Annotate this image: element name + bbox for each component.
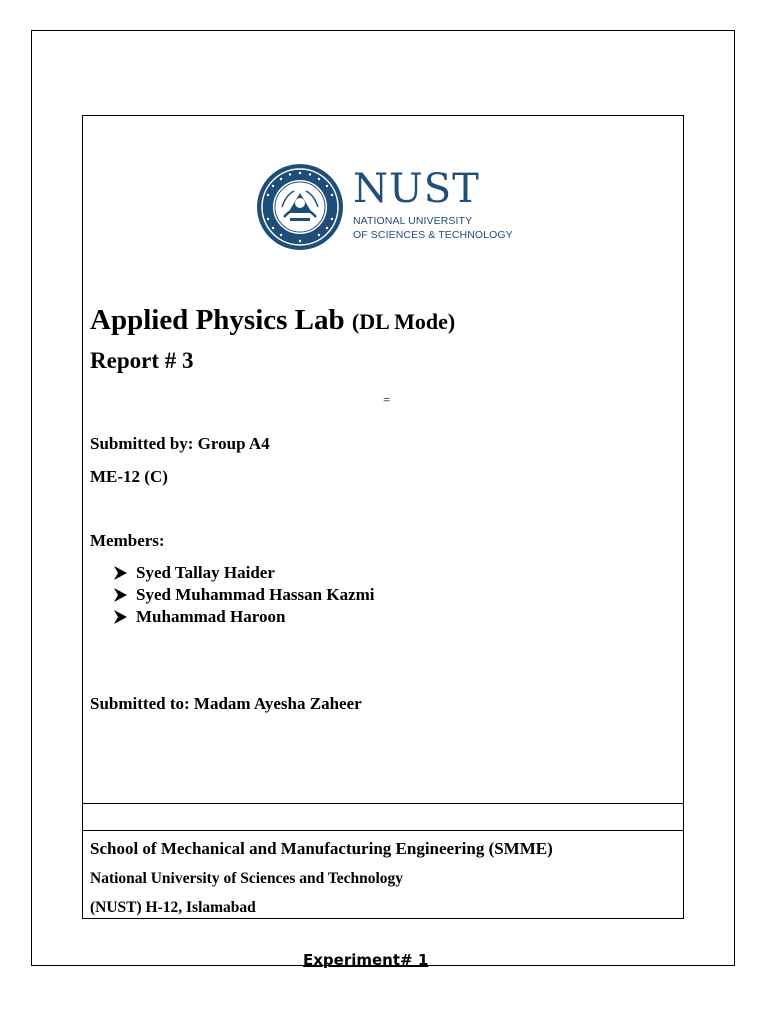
school-name: School of Mechanical and Manufacturing Engineering (SMME) [90, 839, 553, 858]
logo-subtitle-line2: OF SCIENCES & TECHNOLOGY [353, 229, 513, 241]
list-item [112, 607, 285, 627]
logo-subtitle-line1: NATIONAL UNIVERSITY [353, 215, 473, 227]
submitted-to: Submitted to: Madam Ayesha Zaheer [90, 694, 362, 713]
nust-logo [256, 163, 516, 253]
arrow-bullet-icon [112, 565, 128, 581]
title-mode: (DL Mode) [351, 309, 456, 334]
separator-mark: = [383, 392, 391, 407]
experiment-heading: Experiment# 1 [303, 951, 429, 969]
report-number: Report # 3 [90, 348, 194, 373]
members-heading: Members: [90, 531, 165, 550]
university-name: National University of Sciences and Technology [90, 870, 404, 887]
arrow-bullet-icon [112, 587, 128, 603]
title-main: Applied Physics Lab [90, 304, 345, 336]
university-address: (NUST) H-12, Islamabad [90, 899, 256, 916]
footer-divider-bottom [82, 830, 684, 831]
class-section: ME-12 (C) [90, 467, 168, 486]
footer-divider-top [82, 803, 684, 804]
member-name: Syed Muhammad Hassan Kazmi [136, 585, 375, 604]
nust-seal-icon [256, 163, 344, 251]
arrow-bullet-icon [112, 609, 128, 625]
logo-wordmark: NUST [353, 166, 480, 212]
member-name: Muhammad Haroon [136, 607, 286, 626]
list-item [112, 585, 375, 605]
member-name: Syed Tallay Haider [136, 563, 275, 582]
submitted-by: Submitted by: Group A4 [90, 434, 270, 453]
document-title [90, 306, 455, 335]
list-item [112, 563, 275, 583]
